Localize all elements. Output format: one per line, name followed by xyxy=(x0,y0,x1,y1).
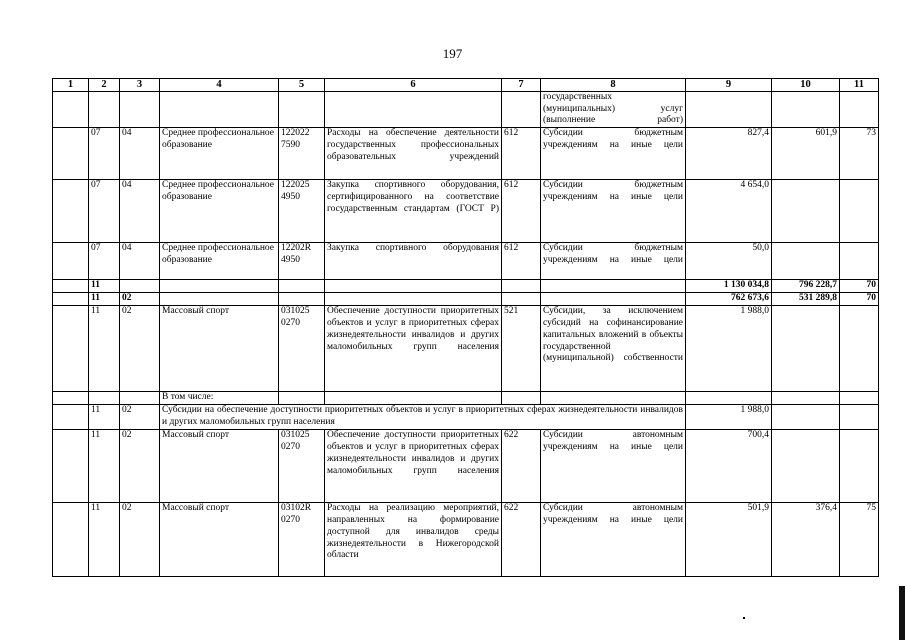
section-code: 11 xyxy=(89,280,120,293)
page-number: 197 xyxy=(442,46,463,61)
expense-type-cell: Субсидии бюджетным учреждениям на иные цели xyxy=(541,243,686,280)
amount-cell: 601,9 xyxy=(772,128,840,180)
section-code: 11 xyxy=(89,405,120,430)
percent-cell xyxy=(840,306,879,392)
section-code: 11 xyxy=(89,293,120,306)
subsection-name: Массовый спорт xyxy=(160,503,279,577)
subsection-name: Массовый спорт xyxy=(160,430,279,503)
in-total-row xyxy=(53,392,879,405)
expense-type-cell: Субсидии автономным учреждениям на иные цели xyxy=(541,503,686,577)
subsection-code: 02 xyxy=(120,405,160,430)
total-amount: 796 228,7 xyxy=(772,280,840,293)
table-row xyxy=(53,128,879,180)
amount-cell: 50,0 xyxy=(686,243,772,280)
target-article-code: 12202R 4950 xyxy=(279,243,325,280)
target-article-code: 031025 0270 xyxy=(279,430,325,503)
total-amount: 1 130 034,8 xyxy=(686,280,772,293)
scan-edge-shadow xyxy=(899,586,905,640)
amount-cell xyxy=(772,430,840,503)
header-cell: 4 xyxy=(160,79,279,92)
total-amount: 531 289,8 xyxy=(772,293,840,306)
header-cell: 10 xyxy=(772,79,840,92)
header-cell: 2 xyxy=(89,79,120,92)
total-percent: 70 xyxy=(840,280,879,293)
table-row xyxy=(53,243,879,280)
subsection-code: 04 xyxy=(120,180,160,243)
amount-cell xyxy=(772,180,840,243)
total-percent: 70 xyxy=(840,293,879,306)
expense-type-code: 612 xyxy=(502,243,541,280)
budget-table xyxy=(52,78,879,577)
table-row xyxy=(53,306,879,392)
amount-cell: 700,4 xyxy=(686,430,772,503)
subsection-name: Среднее профессиональное образование xyxy=(160,128,279,180)
expense-description: Расходы на обеспечение деятельности государственных профессиональных образовательных учреждений xyxy=(325,128,502,180)
target-article-code: 03102R 0270 xyxy=(279,503,325,577)
subsidy-description: Субсидии на обеспечение доступности приоритетных объектов и услуг в приоритетных сферах жизнедеятельности инвалидов и других маломобильных групп населения xyxy=(160,405,686,430)
target-article-code: 031025 0270 xyxy=(279,306,325,392)
subsection-code: 02 xyxy=(120,293,160,306)
section-code: 11 xyxy=(89,503,120,577)
expense-type-cell: Субсидии бюджетным учреждениям на иные цели xyxy=(541,128,686,180)
percent-cell: 75 xyxy=(840,503,879,577)
column-numbers-row xyxy=(53,79,879,92)
section-code: 11 xyxy=(89,306,120,392)
expense-description: Расходы на реализацию мероприятий, направленных на формирование доступной для инвалидов среды жизнедеятельности в Нижегородской области xyxy=(325,503,502,577)
expense-description: Обеспечение доступности приоритетных объектов и услуг в приоритетных сферах жизнедеятельности инвалидов и других маломобильных групп населения xyxy=(325,306,502,392)
table-row xyxy=(53,180,879,243)
amount-cell xyxy=(772,243,840,280)
amount-cell: 501,9 xyxy=(686,503,772,577)
in-total-label: В том числе: xyxy=(160,392,279,405)
header-cell: 3 xyxy=(120,79,160,92)
percent-cell: 73 xyxy=(840,128,879,180)
table-row xyxy=(53,91,879,127)
amount-cell: 1 988,0 xyxy=(686,306,772,392)
expense-type-code: 622 xyxy=(502,430,541,503)
table-row xyxy=(53,430,879,503)
percent-cell xyxy=(840,430,879,503)
expense-type-code: 622 xyxy=(502,503,541,577)
subsection-name: Массовый спорт xyxy=(160,306,279,392)
subsection-code: 02 xyxy=(120,430,160,503)
header-cell: 1 xyxy=(53,79,89,92)
expense-type-code: 612 xyxy=(502,128,541,180)
subsidy-row xyxy=(53,405,879,430)
amount-cell: 376,4 xyxy=(772,503,840,577)
header-cell: 11 xyxy=(840,79,879,92)
scan-speck xyxy=(743,617,745,619)
amount-cell: 4 654,0 xyxy=(686,180,772,243)
expense-description: Закупка спортивного оборудования xyxy=(325,243,502,280)
expense-description: Обеспечение доступности приоритетных объектов и услуг в приоритетных сферах жизнедеятельности инвалидов и других маломобильных групп населения xyxy=(325,430,502,503)
subsection-name: Среднее профессиональное образование xyxy=(160,180,279,243)
subsection-total-row xyxy=(53,293,879,306)
expense-description: Закупка спортивного оборудования, сертифицированного на соответствие государственным стандартам (ГОСТ Р) xyxy=(325,180,502,243)
header-cell: 8 xyxy=(541,79,686,92)
subsection-code: 04 xyxy=(120,243,160,280)
target-article-code: 122022 7590 xyxy=(279,128,325,180)
expense-type-cell: Субсидии бюджетным учреждениям на иные цели xyxy=(541,180,686,243)
percent-cell xyxy=(840,243,879,280)
percent-cell xyxy=(840,180,879,243)
subsection-name: Среднее профессиональное образование xyxy=(160,243,279,280)
expense-type-cell: Субсидии автономным учреждениям на иные цели xyxy=(541,430,686,503)
header-cell: 9 xyxy=(686,79,772,92)
amount-cell: 827,4 xyxy=(686,128,772,180)
header-cell: 7 xyxy=(502,79,541,92)
expense-type-code: 521 xyxy=(502,306,541,392)
header-cell: 5 xyxy=(279,79,325,92)
expense-type-cell: Субсидии, за исключением субсидий на софинансирование капитальных вложений в объекты государственной (муниципальной) собственности xyxy=(541,306,686,392)
subsection-code: 02 xyxy=(120,503,160,577)
section-total-row xyxy=(53,280,879,293)
section-code: 07 xyxy=(89,128,120,180)
subsection-code: 02 xyxy=(120,306,160,392)
amount-cell xyxy=(772,306,840,392)
section-code: 07 xyxy=(89,243,120,280)
expense-type-code: 612 xyxy=(502,180,541,243)
amount-cell: 1 988,0 xyxy=(686,405,772,430)
target-article-code: 122025 4950 xyxy=(279,180,325,243)
section-code: 11 xyxy=(89,430,120,503)
total-amount: 762 673,6 xyxy=(686,293,772,306)
expense-type-cell: государственных (муниципальных) услуг (выполнение работ) xyxy=(541,91,686,127)
section-code: 07 xyxy=(89,180,120,243)
subsection-code: 04 xyxy=(120,128,160,180)
header-cell: 6 xyxy=(325,79,502,92)
table-row xyxy=(53,503,879,577)
